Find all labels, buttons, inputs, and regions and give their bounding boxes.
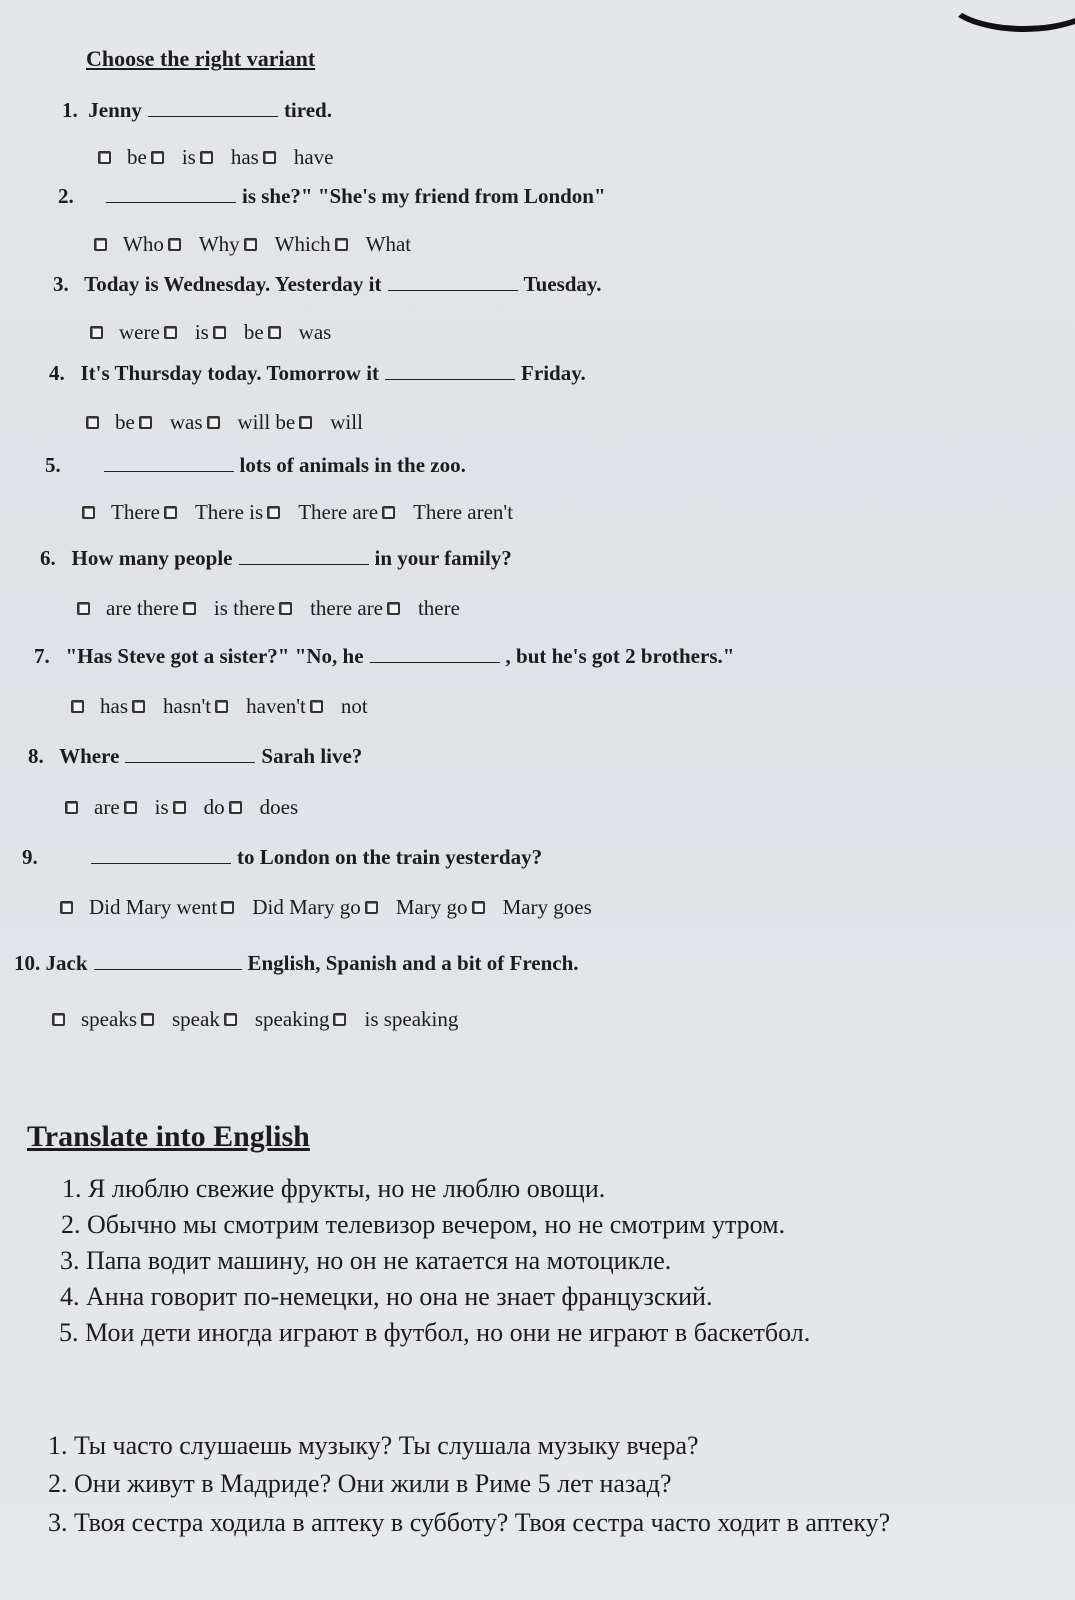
option[interactable]: is speaking bbox=[333, 1007, 460, 1032]
question-text-before: Jack bbox=[45, 951, 88, 975]
answer-blank[interactable] bbox=[239, 546, 369, 565]
question-text-before: "Has Steve got a sister?" "No, he bbox=[65, 644, 364, 668]
checkbox-icon[interactable] bbox=[335, 238, 348, 251]
checkbox-icon[interactable] bbox=[215, 700, 228, 713]
question-text-after: to London on the train yesterday? bbox=[237, 845, 543, 869]
question-text-before: Today is Wednesday. Yesterday it bbox=[84, 272, 382, 296]
option[interactable]: do bbox=[173, 795, 227, 820]
checkbox-icon[interactable] bbox=[86, 416, 99, 429]
checkbox-icon[interactable] bbox=[299, 416, 312, 429]
checkbox-icon[interactable] bbox=[244, 238, 257, 251]
option[interactable]: have bbox=[263, 145, 336, 170]
options-5 bbox=[82, 500, 517, 525]
question-text-after: lots of animals in the zoo. bbox=[239, 453, 466, 477]
option[interactable]: is bbox=[124, 795, 171, 820]
section-title-translate: Translate into English bbox=[27, 1120, 310, 1153]
checkbox-icon[interactable] bbox=[132, 700, 145, 713]
checkbox-icon[interactable] bbox=[164, 506, 177, 519]
question-10 bbox=[14, 951, 579, 976]
checkbox-icon[interactable] bbox=[90, 326, 103, 339]
question-text-after: , but he's got 2 brothers." bbox=[505, 644, 735, 668]
question-text-before: Jenny bbox=[88, 98, 142, 122]
answer-blank[interactable] bbox=[385, 361, 515, 380]
translate-a-item-2: 2. Обычно мы смотрим телевизор вечером, но не смотрим утром. bbox=[61, 1210, 786, 1239]
option[interactable]: were bbox=[90, 320, 162, 345]
question-number: 10. bbox=[14, 951, 41, 975]
option[interactable]: Mary go bbox=[365, 895, 470, 920]
translate-a-item-3: 3. Папа водит машину, но он не катается на мотоцикле. bbox=[60, 1246, 672, 1275]
answer-blank[interactable] bbox=[104, 453, 234, 472]
option[interactable]: Mary goes bbox=[472, 895, 594, 920]
checkbox-icon[interactable] bbox=[267, 506, 280, 519]
options-8 bbox=[65, 795, 302, 820]
checkbox-icon[interactable] bbox=[224, 1013, 237, 1026]
options-4 bbox=[86, 410, 367, 435]
question-6 bbox=[40, 546, 512, 571]
question-number: 1. bbox=[62, 98, 78, 122]
checkbox-icon[interactable] bbox=[213, 326, 226, 339]
question-2 bbox=[58, 184, 606, 209]
checkbox-icon[interactable] bbox=[71, 700, 84, 713]
option[interactable]: There aren't bbox=[382, 500, 515, 525]
question-number: 4. bbox=[49, 361, 65, 385]
option[interactable]: will be bbox=[207, 410, 298, 435]
checkbox-icon[interactable] bbox=[173, 801, 186, 814]
option[interactable]: Did Mary go bbox=[221, 895, 363, 920]
photo-cable bbox=[943, 0, 1075, 32]
option[interactable]: be bbox=[86, 410, 137, 435]
question-number: 8. bbox=[28, 744, 44, 768]
options-6 bbox=[77, 596, 464, 621]
question-7 bbox=[34, 644, 734, 669]
checkbox-icon[interactable] bbox=[310, 700, 323, 713]
option[interactable]: hasn't bbox=[132, 694, 213, 719]
option[interactable]: has bbox=[71, 694, 130, 719]
translate-b-item-3: 3. Твоя сестра ходила в аптеку в субботу? Твоя сестра часто ходит в аптеку? bbox=[48, 1508, 891, 1537]
checkbox-icon[interactable] bbox=[200, 151, 213, 164]
question-number: 2. bbox=[58, 184, 74, 208]
checkbox-icon[interactable] bbox=[168, 238, 181, 251]
checkbox-icon[interactable] bbox=[229, 801, 242, 814]
question-number: 5. bbox=[45, 453, 61, 477]
translate-b-item-1: 1. Ты часто слушаешь музыку? Ты слушала музыку вчера? bbox=[48, 1431, 699, 1460]
option[interactable]: speaks bbox=[52, 1007, 139, 1032]
answer-blank[interactable] bbox=[370, 644, 500, 663]
answer-blank[interactable] bbox=[94, 951, 242, 970]
translate-a-item-4: 4. Анна говорит по-немецки, но она не знает французский. bbox=[60, 1282, 713, 1311]
question-text-after: English, Spanish and a bit of French. bbox=[247, 951, 579, 975]
question-number: 6. bbox=[40, 546, 56, 570]
question-text-after: tired. bbox=[283, 98, 332, 122]
question-1 bbox=[62, 98, 332, 123]
translate-b-item-2: 2. Они живут в Мадриде? Они жили в Риме 5 лет назад? bbox=[48, 1469, 672, 1498]
checkbox-icon[interactable] bbox=[221, 901, 234, 914]
option[interactable]: there bbox=[387, 596, 462, 621]
question-number: 7. bbox=[34, 644, 50, 668]
checkbox-icon[interactable] bbox=[382, 506, 395, 519]
checkbox-icon[interactable] bbox=[141, 1013, 154, 1026]
checkbox-icon[interactable] bbox=[333, 1013, 346, 1026]
checkbox-icon[interactable] bbox=[268, 326, 281, 339]
answer-blank[interactable] bbox=[148, 98, 278, 117]
option[interactable]: be bbox=[98, 145, 149, 170]
question-5 bbox=[45, 453, 466, 478]
option[interactable]: is there bbox=[183, 596, 277, 621]
checkbox-icon[interactable] bbox=[124, 801, 137, 814]
checkbox-icon[interactable] bbox=[52, 1013, 65, 1026]
answer-blank[interactable] bbox=[106, 184, 236, 203]
checkbox-icon[interactable] bbox=[183, 602, 196, 615]
checkbox-icon[interactable] bbox=[387, 602, 400, 615]
question-3 bbox=[53, 272, 602, 297]
checkbox-icon[interactable] bbox=[263, 151, 276, 164]
option[interactable]: there are bbox=[279, 596, 385, 621]
question-text-before: Where bbox=[59, 744, 120, 768]
question-text-after: Sarah live? bbox=[261, 744, 363, 768]
checkbox-icon[interactable] bbox=[279, 602, 292, 615]
option[interactable]: Which bbox=[244, 232, 333, 257]
checkbox-icon[interactable] bbox=[365, 901, 378, 914]
option[interactable]: not bbox=[310, 694, 370, 719]
question-8 bbox=[28, 744, 362, 769]
question-number: 9. bbox=[22, 845, 38, 869]
option[interactable]: Why bbox=[168, 232, 242, 257]
option[interactable]: haven't bbox=[215, 694, 308, 719]
option[interactable]: There bbox=[82, 500, 162, 525]
options-3 bbox=[90, 320, 335, 345]
options-2 bbox=[94, 232, 415, 257]
option[interactable]: is bbox=[151, 145, 198, 170]
checkbox-icon[interactable] bbox=[60, 901, 73, 914]
question-text-after: Friday. bbox=[521, 361, 586, 385]
option[interactable]: will bbox=[299, 410, 365, 435]
question-text-before: How many people bbox=[71, 546, 233, 570]
option[interactable]: are bbox=[65, 795, 122, 820]
option[interactable]: is bbox=[164, 320, 211, 345]
option[interactable]: Did Mary went bbox=[60, 895, 219, 920]
option[interactable]: There are bbox=[267, 500, 380, 525]
option[interactable]: speaking bbox=[224, 1007, 332, 1032]
checkbox-icon[interactable] bbox=[164, 326, 177, 339]
options-9 bbox=[60, 895, 596, 920]
option[interactable]: speak bbox=[141, 1007, 222, 1032]
question-text-after: is she?" "She's my friend from London" bbox=[242, 184, 606, 208]
option[interactable]: Who bbox=[94, 232, 166, 257]
checkbox-icon[interactable] bbox=[472, 901, 485, 914]
option[interactable]: There is bbox=[164, 500, 265, 525]
translate-a-item-5: 5. Мои дети иногда играют в футбол, но они не играют в баскетбол. bbox=[59, 1318, 811, 1347]
checkbox-icon[interactable] bbox=[151, 151, 164, 164]
checkbox-icon[interactable] bbox=[65, 801, 78, 814]
option[interactable]: has bbox=[200, 145, 261, 170]
options-7 bbox=[71, 694, 372, 719]
options-1 bbox=[98, 145, 338, 170]
answer-blank[interactable] bbox=[91, 845, 231, 864]
option[interactable]: be bbox=[213, 320, 266, 345]
checkbox-icon[interactable] bbox=[82, 506, 95, 519]
option[interactable]: are there bbox=[77, 596, 181, 621]
question-4 bbox=[49, 361, 586, 386]
section-title-choose: Choose the right variant bbox=[86, 46, 316, 71]
question-text-after: Tuesday. bbox=[523, 272, 602, 296]
checkbox-icon[interactable] bbox=[77, 602, 90, 615]
option[interactable]: was bbox=[268, 320, 334, 345]
translate-a-item-1: 1. Я люблю свежие фрукты, но не люблю овощи. bbox=[62, 1174, 606, 1203]
checkbox-icon[interactable] bbox=[207, 416, 220, 429]
question-text-before: It's Thursday today. Tomorrow it bbox=[80, 361, 380, 385]
answer-blank[interactable] bbox=[388, 272, 518, 291]
option[interactable]: does bbox=[229, 795, 301, 820]
option[interactable]: What bbox=[335, 232, 413, 257]
answer-blank[interactable] bbox=[125, 744, 255, 763]
checkbox-icon[interactable] bbox=[139, 416, 152, 429]
checkbox-icon[interactable] bbox=[98, 151, 111, 164]
checkbox-icon[interactable] bbox=[94, 238, 107, 251]
options-10 bbox=[52, 1007, 462, 1032]
question-text-after: in your family? bbox=[374, 546, 512, 570]
question-number: 3. bbox=[53, 272, 69, 296]
option[interactable]: was bbox=[139, 410, 205, 435]
question-9 bbox=[22, 845, 542, 870]
